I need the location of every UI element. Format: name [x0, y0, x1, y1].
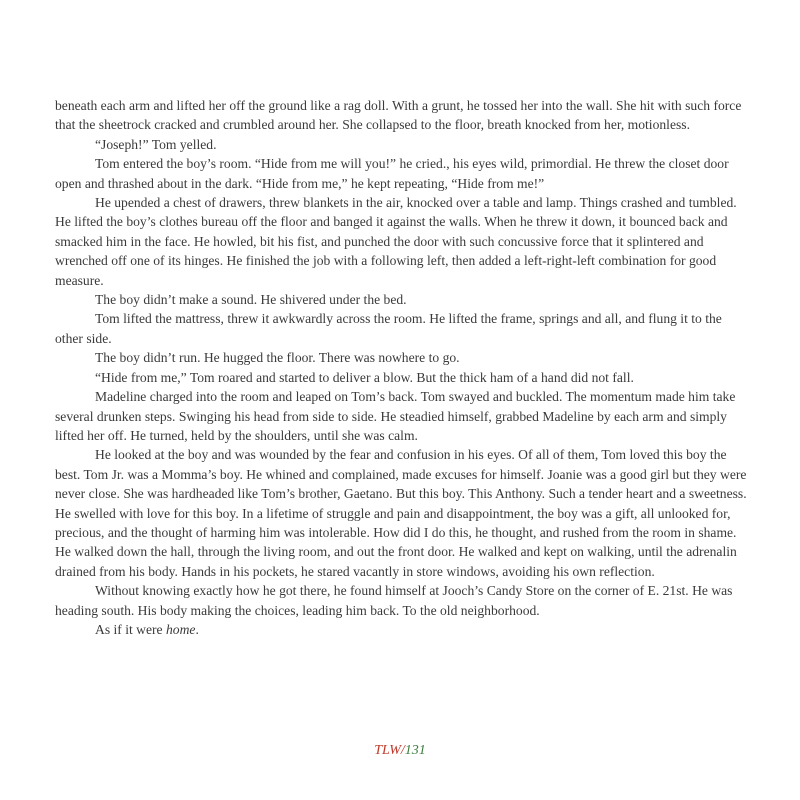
page-footer: [0, 743, 800, 759]
paragraph: Tom entered the boy’s room. “Hide from me will you!” he cried., his eyes wild, primordial. He threw the closet door open and thrashed about in the dark. “Hide from me,” he kept repeating, “Hide from me!”: [55, 156, 729, 191]
paragraph: Without knowing exactly how he got there, he found himself at Jooch’s Candy Store on the corner of E. 21st. He was heading south. His body making the choices, leading him back. To the old neighborhood.: [55, 583, 733, 618]
paragraph: The boy didn’t run. He hugged the floor. There was nowhere to go.: [95, 350, 460, 366]
final-line-prefix: As if it were: [95, 621, 166, 637]
page-number: 131: [404, 743, 426, 758]
paragraph: He looked at the boy and was wounded by the fear and confusion in his eyes. Of all of them, Tom loved this boy the best. Tom Jr. was a Momma’s boy. He whined and complained, made excuses for himself. Joanie was a good girl but they were never close. She was hardheaded like Tom’s brother, Gaetano. But this boy. This Anthony. Such a tender heart and a sweetness. He swelled with love for this boy. In a lifetime of struggle and pain and disappointment, the boy was a gift, all unlooked for, precious, and the thought of harming him was intolerable. How did I do this, he thought, and rushed from the room in shame. He walked down the hall, through the living room, and out the front door. He walked and kept on walking, until the adrenalin drained from his body. Hands in his pockets, he stared vacantly in store windows, avoiding his own reflection.: [55, 447, 747, 579]
paragraph: Madeline charged into the room and leaped on Tom’s back. Tom swayed and buckled. The momentum made him take several drunken steps. Swinging his head from side to side. He steadied himself, grabbed Madeline by each arm and simply lifted her off. He turned, held by the shoulders, until she was calm.: [55, 389, 736, 443]
footer-mark: TLW/: [374, 743, 405, 758]
final-paragraph: [55, 620, 748, 639]
paragraph: He upended a chest of drawers, threw blankets in the air, knocked over a table and lamp. Things crashed and tumbled. He lifted the boy’s clothes bureau off the floor and banged it against the walls. When he threw it down, it bounced back and smacked him in the face. He howled, bit his fist, and punched the door with such concussive force that it splintered and wrenched off one of its hinges. He finished the job with a following left, then added a left-right-left combination for good measure.: [55, 195, 737, 288]
paragraph: beneath each arm and lifted her off the ground like a rag doll. With a grunt, he tossed her into the wall. She hit with such force that the sheetrock cracked and crumbled around her. She collapsed to the floor, breath knocked from her, motionless.: [55, 98, 742, 133]
page-body: [55, 96, 748, 639]
final-line-emphasis: home: [165, 621, 196, 637]
paragraph: “Joseph!” Tom yelled.: [95, 136, 217, 152]
paragraph: The boy didn’t make a sound. He shivered under the bed.: [95, 292, 407, 308]
final-line-suffix: .: [195, 621, 199, 637]
paragraph: Tom lifted the mattress, threw it awkwardly across the room. He lifted the frame, springs and all, and flung it to the other side.: [55, 311, 722, 346]
paragraph: “Hide from me,” Tom roared and started to deliver a blow. But the thick ham of a hand did not fall.: [95, 369, 634, 385]
